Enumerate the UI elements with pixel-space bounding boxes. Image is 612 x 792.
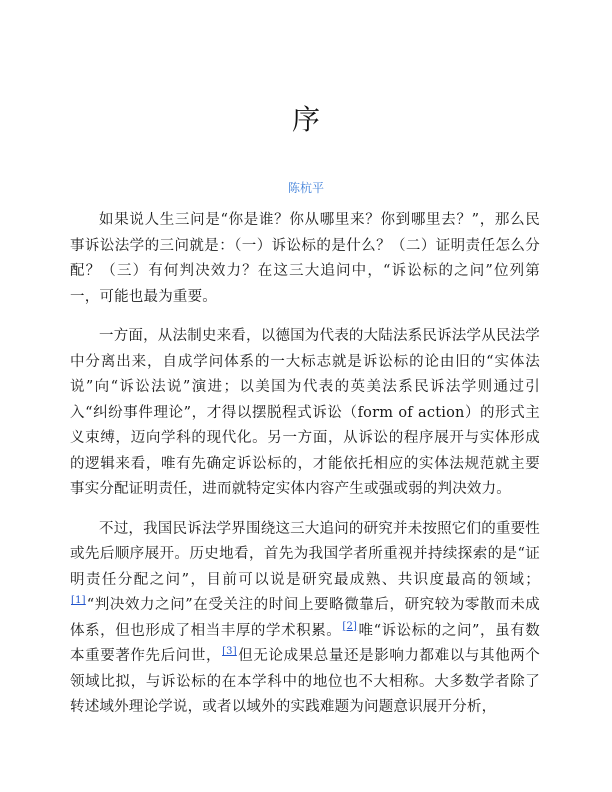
footnote-link-2[interactable]: [2] [342, 620, 358, 632]
body-text [70, 208, 540, 735]
author-name: 陈杭平 [287, 181, 324, 195]
footnote-link-3[interactable]: [3] [222, 646, 237, 658]
paragraph-1: 如果说人生三问是“你是谁？你从哪里来？你到哪里去？”，那么民事诉讼法学的三问就是：（一）诉讼标的是什么？（二）证明责任怎么分配？（三）有何判决效力？在这三大追问中，“诉讼标的之问”位列第一，可能也最为重要。 [70, 212, 540, 305]
paragraph-3-part-a: 不过，我国民诉法学界围绕这三大追问的研究并未按照它们的重要性或先后顺序展开。历史地看，首先为我国学者所重视并持续探索的是“证明责任分配之问”，目前可以说是研究最成熟、共识度最高的领域； [70, 520, 540, 588]
page-title: 序 [291, 103, 320, 136]
paragraph-3 [70, 517, 540, 721]
paragraph-3-part-b: “判决效力之问”在受关注的时间上要略微靠后，研究较为零散而未成体系，但也形成了相当丰厚的学术积累。 [70, 597, 540, 639]
paragraph-3-part-d: 但无论成果总量还是影响力都难以与其他两个领域比拟，与诉讼标的在本学科中的地位也不大相称。大多数学者除了转述域外理论学说，或者以域外的实践难题为问题意识展开分析， [70, 648, 540, 715]
footnote-link-1[interactable]: [1] [71, 595, 86, 607]
paragraph-2: 一方面，从法制史来看，以德国为代表的大陆法系民诉法学从民法学中分离出来，自成学问体系的一大标志就是诉讼标的论由旧的“实体法说”向“诉讼法说”演进；以美国为代表的英美法系民诉法学则通过引入“纠纷事件理论”，才得以摆脱程式诉讼（form of action）的形式主义束缚，迈向学科的现代化。另一方面，从诉讼的程序展开与实体形成的逻辑来看，唯有先确定诉讼标的，才能依托相应的实体法规范就主要事实分配证明责任，进而就特定实体内容产生或强或弱的判决效力。 [70, 328, 540, 497]
paragraph-3-part-c: 唯“诉讼标的之问”，虽有数本重要著作先后问世， [70, 622, 540, 664]
